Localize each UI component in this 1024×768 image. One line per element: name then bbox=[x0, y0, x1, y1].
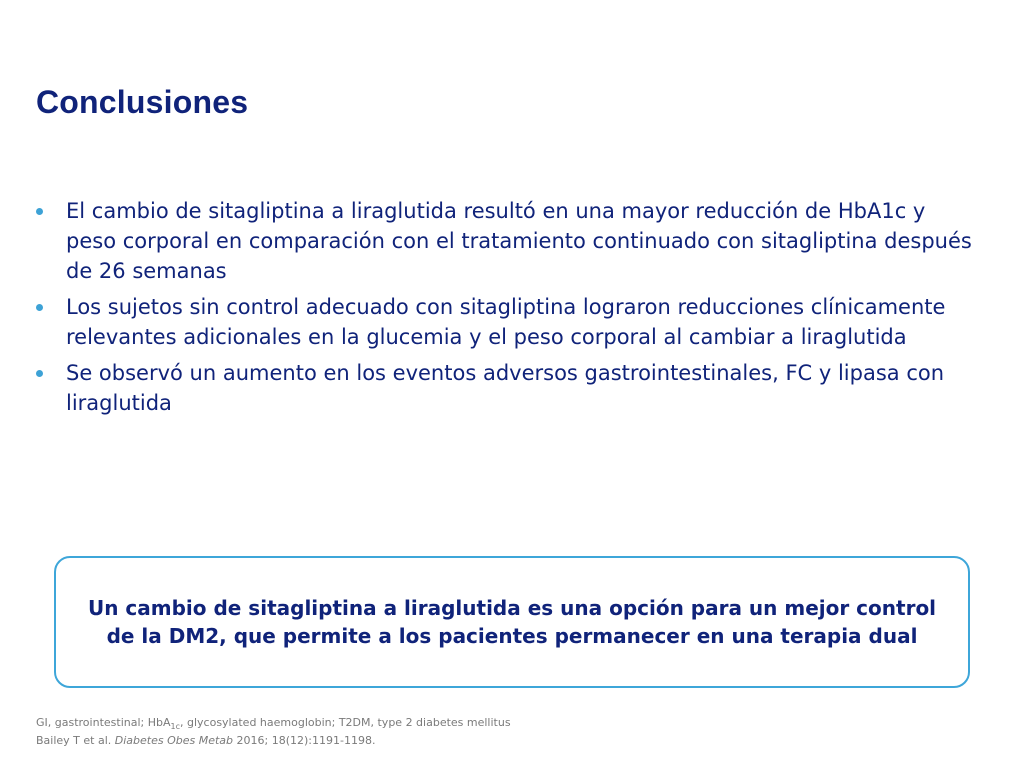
page-title: Conclusiones bbox=[36, 84, 249, 120]
bullet-dot-icon bbox=[36, 304, 43, 311]
reference-footnote bbox=[36, 734, 511, 748]
ref-details: 2016; 18(12):1191-1198. bbox=[233, 734, 376, 748]
bullet-list bbox=[36, 196, 976, 424]
footnotes bbox=[36, 716, 511, 748]
abbreviations-footnote bbox=[36, 716, 511, 734]
conclusion-callout-box bbox=[54, 556, 970, 688]
ref-authors: Bailey T et al. bbox=[36, 734, 115, 748]
abbrev-prefix: GI, gastrointestinal; HbA bbox=[36, 716, 171, 729]
bullet-text: Se observó un aumento en los eventos adversos gastrointestinales, FC y lipasa con liraglutida bbox=[66, 361, 945, 415]
bullet-dot-icon bbox=[36, 208, 43, 215]
callout-text: Un cambio de sitagliptina a liraglutida es una opción para un mejor control de la DM2, que permite a los pacientes permanecer en una terapia dual bbox=[87, 596, 937, 648]
bullet-item bbox=[36, 358, 976, 418]
abbrev-suffix: , glycosylated haemoglobin; T2DM, type 2 diabetes mellitus bbox=[180, 716, 511, 729]
bullet-item bbox=[36, 196, 976, 286]
bullet-item bbox=[36, 292, 976, 352]
bullet-text: El cambio de sitagliptina a liraglutida resultó en una mayor reducción de HbA1c y peso corporal en comparación con el tratamiento continuado con sitagliptina después de 26 semanas bbox=[66, 199, 972, 283]
bullet-text: Los sujetos sin control adecuado con sitagliptina lograron reducciones clínicamente relevantes adicionales en la glucemia y el peso corporal al cambiar a liraglutida bbox=[66, 295, 946, 349]
abbrev-subscript: 1c bbox=[170, 722, 180, 732]
ref-journal: Diabetes Obes Metab bbox=[114, 734, 234, 748]
bullet-dot-icon bbox=[36, 370, 43, 377]
